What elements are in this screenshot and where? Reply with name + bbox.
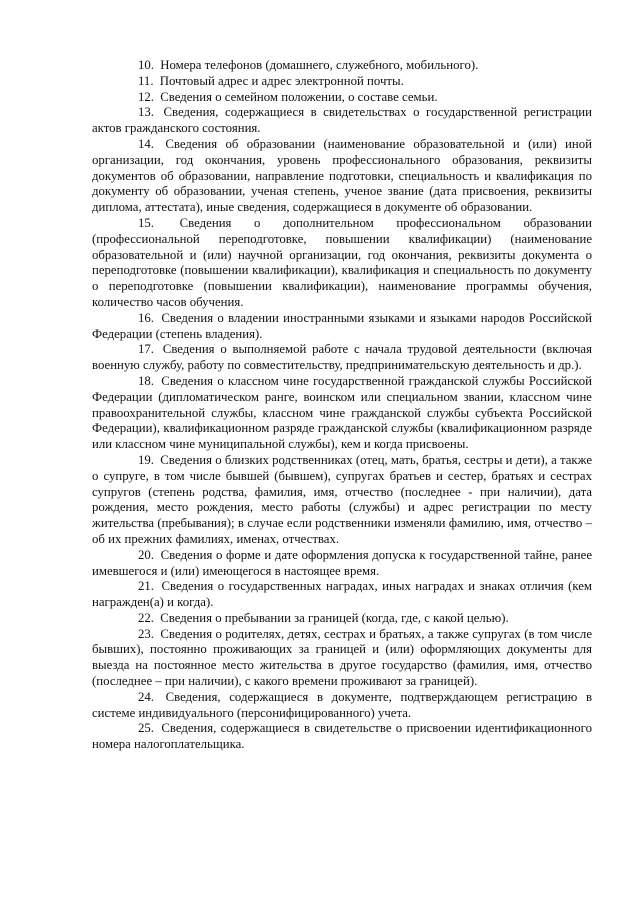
- item-text: Сведения о семейном положении, о составе семьи.: [160, 89, 438, 104]
- list-item: [92, 579, 592, 611]
- item-text: Сведения о близких родственниках (отец, мать, братья, сестры и дети), а также о супруге, в том числе бывшей (бывшем), супругах братьев и сестер, братьях и сестрах супругов (степень родства, фамилия, имя, отчество (последнее - при наличии), дата рождения, место рождения, место работы (службы) и адрес регистрации по месту жительства (пребывания); в случае если родственники изменяли фамилию, имя, отчество – об их прежних фамилиях, именах, отчествах.: [92, 452, 592, 546]
- item-number: 24.: [138, 689, 154, 704]
- item-text: Сведения о пребывании за границей (когда, где, с какой целью).: [160, 610, 509, 625]
- item-text: Сведения о классном чине государственной гражданской службы Российской Федерации (дипломатическом ранге, воинском или специальном звании, классном чине правоохранительной службы, классном чине гражданской службы субъекта Российской Федерации), квалификационном разряде гражданской службы (квалификационном разряде или классном чине муниципальной службы), кем и когда присвоены.: [92, 373, 592, 452]
- list-item: [92, 58, 592, 74]
- list-item: [92, 690, 592, 722]
- list-item: [92, 105, 592, 137]
- item-text: Сведения о родителях, детях, сестрах и братьях, а также супругах (в том числе бывших), постоянно проживающих за границей и (или) оформляющих документы для выезда на постоянное место жительства в другое государство (фамилия, имя, отчество (последнее – при наличии), с какого времени проживают за границей).: [92, 626, 592, 689]
- item-text: Сведения, содержащиеся в свидетельстве о присвоении идентификационного номера налогоплательщика.: [92, 721, 592, 752]
- list-item: [92, 311, 592, 343]
- item-number: 22.: [138, 610, 154, 625]
- item-number: 13.: [138, 105, 154, 120]
- list-item: [92, 548, 592, 580]
- item-number: 18.: [138, 373, 154, 388]
- item-number: 10.: [138, 58, 154, 72]
- list-item: [92, 216, 592, 311]
- list-item: [92, 627, 592, 690]
- item-number: 20.: [138, 547, 154, 562]
- item-number: 23.: [138, 626, 154, 641]
- list-item: [92, 374, 592, 453]
- list-item: [92, 90, 592, 106]
- item-number: 17.: [138, 342, 154, 357]
- item-text: Сведения о дополнительном профессиональном образовании (профессиональной переподготовке, повышении квалификации) (наименование образовательной и (или) научной организации, год окончания, реквизиты документа о переподготовке (повышении квалификации), квалификация и специальность по документу о переподготовке (повышении квалификации), наименование программы обучения, количество часов обучения.: [92, 215, 592, 309]
- list-item: [92, 342, 592, 374]
- item-text: Сведения о государственных наградах, иных наградах и знаках отличия (кем награжден(а) и когда).: [92, 579, 593, 610]
- item-number: 12.: [138, 89, 154, 104]
- item-number: 21.: [138, 579, 154, 594]
- list-item: [92, 611, 592, 627]
- item-text: Сведения о владении иностранными языками и языками народов Российской Федерации (степень владения).: [92, 310, 592, 341]
- item-number: 16.: [138, 310, 154, 325]
- item-number: 11.: [138, 73, 154, 88]
- item-text: Сведения об образовании (наименование образовательной и (или) иной организации, год окончания, уровень профессионального образования, реквизиты документов об образовании, направление подготовки, специальность и квалификация по документу об образовании, ученая степень, ученое звание (дата присвоения, реквизиты диплома, аттестата), иные сведения, содержащиеся в документе об образовании.: [92, 136, 592, 215]
- item-number: 15.: [138, 215, 154, 230]
- numbered-list: [92, 58, 592, 753]
- item-text: Номера телефонов (домашнего, служебного, мобильного).: [160, 58, 479, 72]
- list-item: [92, 137, 592, 216]
- list-item: [92, 74, 592, 90]
- item-text: Почтовый адрес и адрес электронной почты.: [159, 73, 404, 88]
- item-text: Сведения о выполняемой работе с начала трудовой деятельности (включая военную службу, работу по совместительству, предпринимательскую деятельность и др.).: [92, 342, 592, 373]
- item-text: Сведения, содержащиеся в свидетельствах о государственной регистрации актов гражданского состояния.: [92, 105, 592, 136]
- item-number: 25.: [138, 721, 154, 736]
- item-text: Сведения, содержащиеся в документе, подтверждающем регистрацию в системе индивидуального (персонифицированного) учета.: [92, 689, 592, 720]
- item-number: 14.: [138, 136, 154, 151]
- item-number: 19.: [138, 452, 154, 467]
- list-item: [92, 721, 592, 753]
- item-text: Сведения о форме и дате оформления допуска к государственной тайне, ранее имевшегося и (или) имеющегося в настоящее время.: [92, 547, 592, 578]
- list-item: [92, 453, 592, 548]
